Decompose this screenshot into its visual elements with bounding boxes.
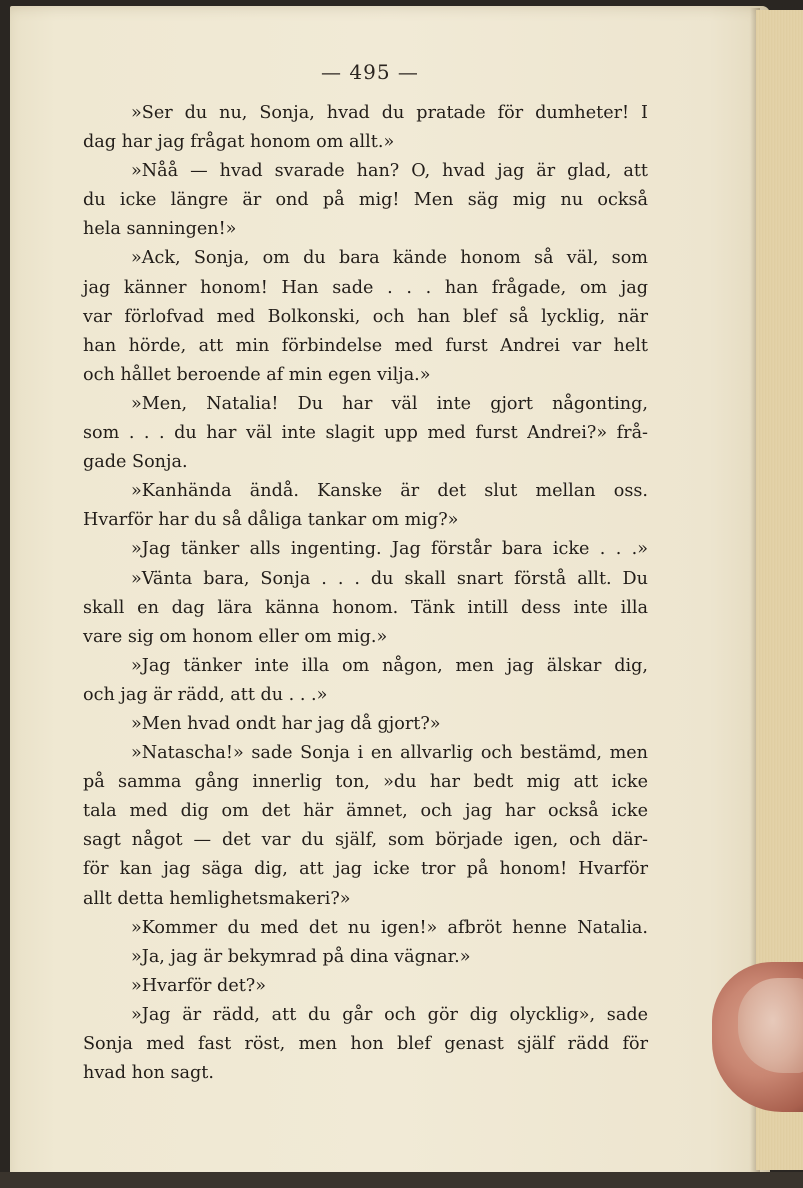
text-line: »Men hvad ondt har jag då gjort?» (131, 713, 441, 734)
text-line: för kan jag säga dig, att jag icke tror på honom! Hvarför (83, 859, 648, 880)
text-line: hvad hon sagt. (83, 1063, 214, 1084)
text-line: »Natascha!» sade Sonja i en allvarlig och bestämd, men (131, 743, 648, 764)
text-line: tala med dig om det här ämnet, och jag har också icke (83, 801, 648, 822)
text-line: »Kanhända ändå. Kanske är det slut mellan oss. (131, 481, 648, 502)
text-line: »Nåå — hvad svarade han? O, hvad jag är glad, att (131, 161, 648, 182)
text-line: »Ser du nu, Sonja, hvad du pratade för dumheter! I (131, 103, 648, 123)
text-line: hela sanningen!» (83, 219, 237, 240)
text-line: du icke längre är ond på mig! Men säg mig nu också (83, 190, 648, 211)
text-line: och hållet beroende af min egen vilja.» (83, 364, 431, 385)
text-line: »Ack, Sonja, om du bara kände honom så väl, som (131, 248, 648, 269)
text-line: Hvarför har du så dåliga tankar om mig?» (83, 510, 459, 531)
text-line: »Kommer du med det nu igen!» afbröt henne Natalia. (131, 917, 648, 938)
text-line: skall en dag lära känna honom. Tänk intill dess inte illa (83, 597, 648, 618)
text-line: var förlofvad med Bolkonski, och han blef så lycklig, när (83, 306, 648, 327)
text-line: han hörde, att min förbindelse med furst Andrei var helt (83, 335, 648, 356)
text-line: »Jag är rädd, att du går och gör dig olycklig», sade (131, 1004, 648, 1025)
body-text (83, 99, 648, 1088)
text-line: dag har jag frågat honom om allt.» (83, 132, 395, 153)
book-cover-edge (0, 1172, 803, 1188)
text-line: »Hvarför det?» (131, 975, 266, 996)
text-line: »Vänta bara, Sonja . . . du skall snart förstå allt. Du (131, 568, 648, 589)
text-line: jag känner honom! Han sade . . . han frågade, om jag (83, 277, 648, 298)
text-line: som . . . du har väl inte slagit upp med furst Andrei?» frå- (83, 423, 648, 444)
text-line: sagt något — det var du själf, som började igen, och där- (83, 830, 648, 851)
text-line: vare sig om honom eller om mig.» (83, 626, 388, 647)
text-line: »Ja, jag är bekymrad på dina vägnar.» (131, 946, 471, 967)
text-line: gade Sonja. (83, 452, 188, 473)
text-line: »Jag tänker alls ingenting. Jag förstår bara icke . . .» (131, 539, 648, 560)
text-line: »Jag tänker inte illa om någon, men jag älskar dig, (131, 655, 648, 676)
text-line: och jag är rädd, att du . . .» (83, 684, 328, 705)
text-line: allt detta hemlighetsmakeri?» (83, 888, 351, 909)
text-line: Sonja med fast röst, men hon blef genast själf rädd för (83, 1034, 648, 1054)
page-number: — 495 — (321, 60, 419, 84)
text-line: »Men, Natalia! Du har väl inte gjort någonting, (131, 393, 648, 414)
text-line: på samma gång innerlig ton, »du har bedt mig att icke (83, 772, 648, 793)
